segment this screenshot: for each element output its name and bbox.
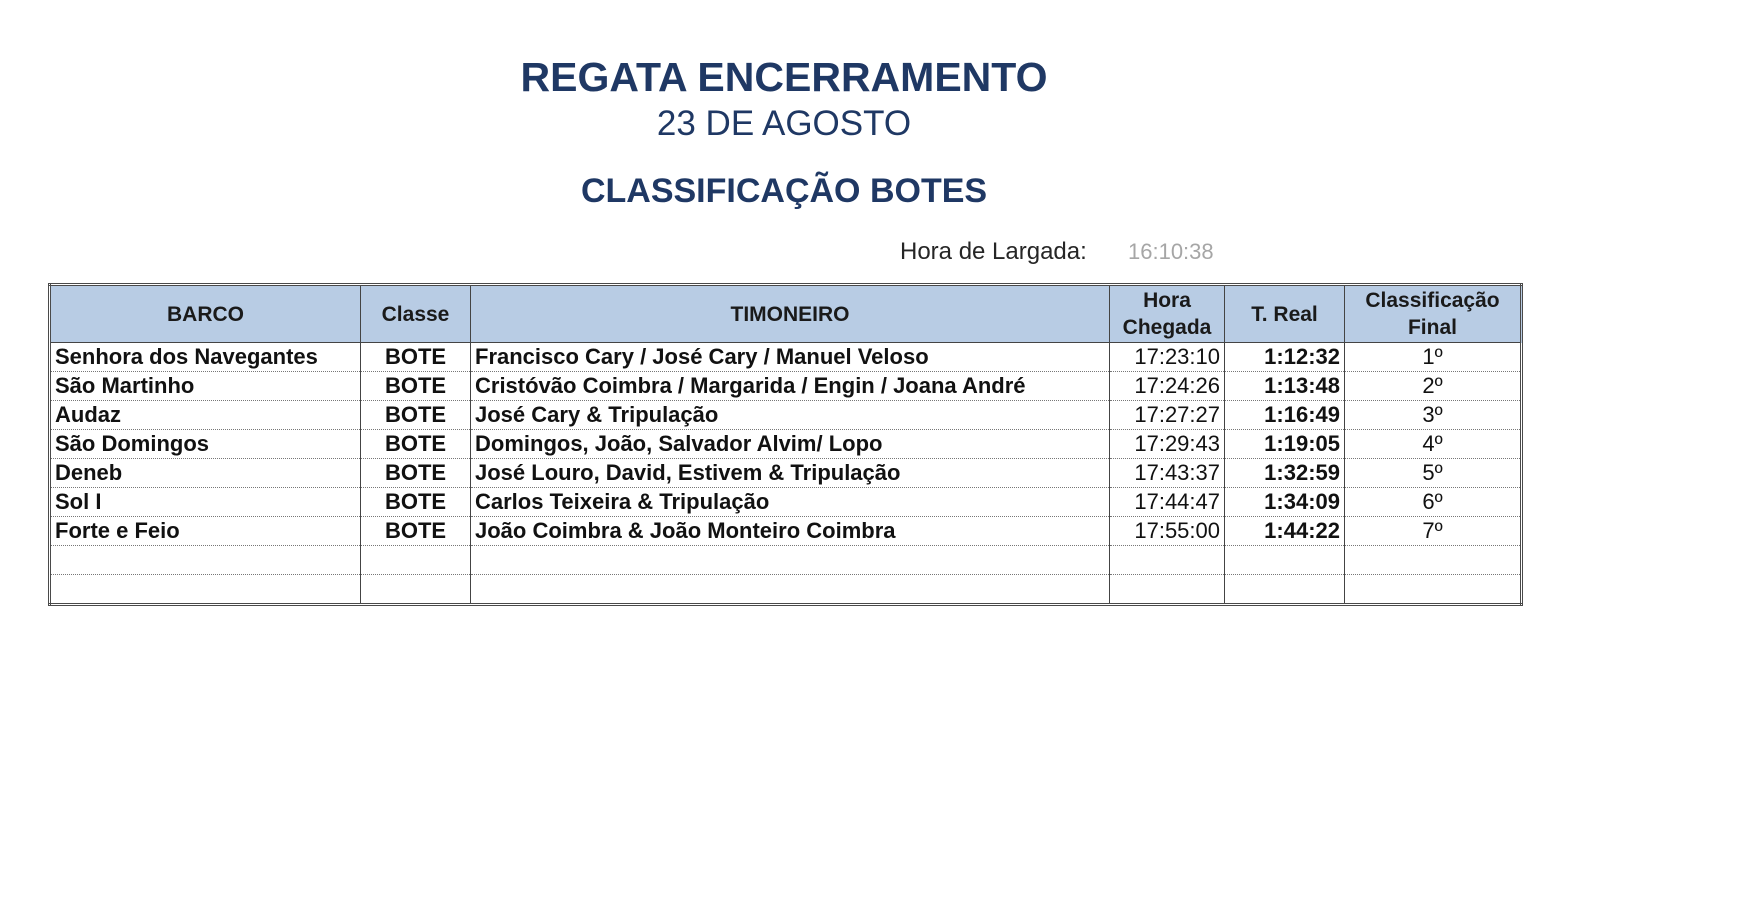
real-time-cell: 1:44:22 [1225, 517, 1345, 546]
table-row [50, 430, 1522, 459]
helm-cell: José Louro, David, Estivem & Tripulação [471, 459, 1110, 488]
arrival-cell: 17:24:26 [1110, 372, 1225, 401]
helm-cell [471, 575, 1110, 605]
class-cell: BOTE [361, 517, 471, 546]
table-row [50, 459, 1522, 488]
class-cell [361, 546, 471, 575]
column-header-arrival [1110, 285, 1225, 343]
start-time-row [0, 237, 1568, 267]
helm-cell [471, 546, 1110, 575]
column-header-arrival-line-1: Hora [1143, 289, 1191, 312]
class-cell: BOTE [361, 343, 471, 372]
table-row [50, 517, 1522, 546]
rank-cell: 2º [1345, 372, 1522, 401]
table-row-empty [50, 546, 1522, 575]
class-cell [361, 575, 471, 605]
column-header-real-time: T. Real [1225, 285, 1345, 343]
page-title: REGATA ENCERRAMENTO [520, 54, 1048, 100]
class-cell: BOTE [361, 401, 471, 430]
class-cell: BOTE [361, 488, 471, 517]
arrival-cell: 17:43:37 [1110, 459, 1225, 488]
column-header-rank [1345, 285, 1522, 343]
arrival-cell: 17:29:43 [1110, 430, 1225, 459]
event-date: 23 DE AGOSTO [656, 104, 912, 143]
real-time-cell [1225, 546, 1345, 575]
section-title: CLASSIFICAÇÃO BOTES [580, 172, 988, 210]
rank-cell: 1º [1345, 343, 1522, 372]
table-row [50, 343, 1522, 372]
boat-cell: Senhora dos Navegantes [50, 343, 361, 372]
arrival-cell: 17:44:47 [1110, 488, 1225, 517]
real-time-cell: 1:16:49 [1225, 401, 1345, 430]
results-table [48, 283, 1523, 606]
real-time-cell: 1:19:05 [1225, 430, 1345, 459]
rank-cell: 5º [1345, 459, 1522, 488]
helm-cell: Cristóvão Coimbra / Margarida / Engin / Joana André [471, 372, 1110, 401]
table-row [50, 401, 1522, 430]
helm-cell: Carlos Teixeira & Tripulação [471, 488, 1110, 517]
start-time-value: 16:10:38 [1128, 239, 1214, 264]
real-time-cell: 1:32:59 [1225, 459, 1345, 488]
helm-cell: José Cary & Tripulação [471, 401, 1110, 430]
table-row [50, 488, 1522, 517]
boat-cell: Audaz [50, 401, 361, 430]
real-time-cell: 1:34:09 [1225, 488, 1345, 517]
rank-cell [1345, 546, 1522, 575]
boat-cell: Forte e Feio [50, 517, 361, 546]
rank-cell: 7º [1345, 517, 1522, 546]
boat-cell [50, 546, 361, 575]
arrival-cell: 17:27:27 [1110, 401, 1225, 430]
helm-cell: Domingos, João, Salvador Alvim/ Lopo [471, 430, 1110, 459]
table-row [50, 372, 1522, 401]
boat-cell: Sol I [50, 488, 361, 517]
column-header-arrival-line-2: Chegada [1122, 316, 1212, 339]
rank-cell: 6º [1345, 488, 1522, 517]
start-time-label: Hora de Largada: [900, 238, 1087, 265]
column-header-helm: TIMONEIRO [471, 285, 1110, 343]
arrival-cell: 17:55:00 [1110, 517, 1225, 546]
arrival-cell [1110, 546, 1225, 575]
table-header-row [50, 285, 1522, 343]
class-cell: BOTE [361, 459, 471, 488]
real-time-cell [1225, 575, 1345, 605]
rank-cell: 3º [1345, 401, 1522, 430]
arrival-cell: 17:23:10 [1110, 343, 1225, 372]
boat-cell [50, 575, 361, 605]
column-header-rank-line-1: Classificação [1365, 289, 1500, 312]
helm-cell: João Coimbra & João Monteiro Coimbra [471, 517, 1110, 546]
boat-cell: Deneb [50, 459, 361, 488]
class-cell: BOTE [361, 372, 471, 401]
arrival-cell [1110, 575, 1225, 605]
column-header-boat: BARCO [50, 285, 361, 343]
rank-cell [1345, 575, 1522, 605]
class-cell: BOTE [361, 430, 471, 459]
real-time-cell: 1:13:48 [1225, 372, 1345, 401]
table-row-empty [50, 575, 1522, 605]
rank-cell: 4º [1345, 430, 1522, 459]
column-header-rank-line-2: Final [1407, 316, 1457, 339]
boat-cell: São Martinho [50, 372, 361, 401]
boat-cell: São Domingos [50, 430, 361, 459]
column-header-class: Classe [361, 285, 471, 343]
real-time-cell: 1:12:32 [1225, 343, 1345, 372]
helm-cell: Francisco Cary / José Cary / Manuel Veloso [471, 343, 1110, 372]
